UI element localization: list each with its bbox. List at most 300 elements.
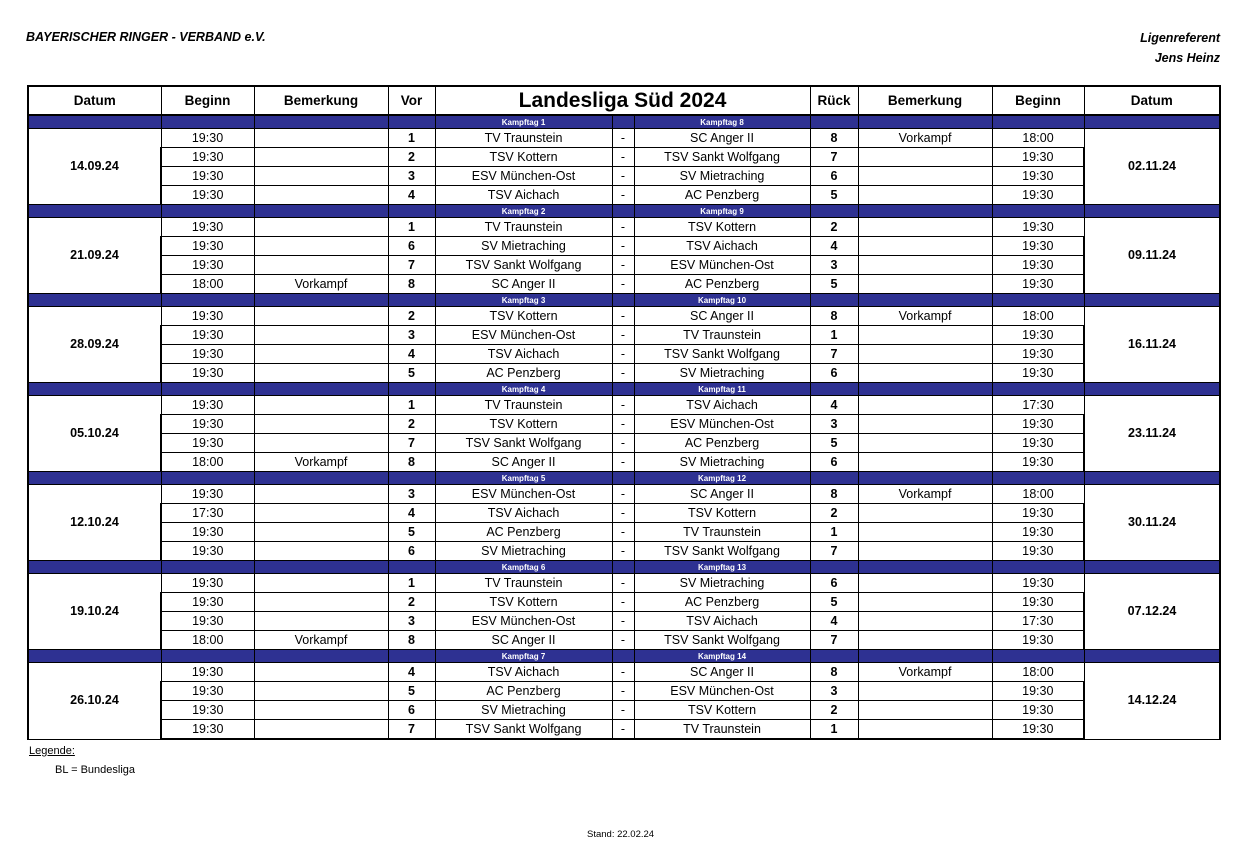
hin-begin-time: 19:30 <box>161 701 254 720</box>
kampftag-bar-cell <box>161 561 254 574</box>
kampftag-hin-label: Kampftag 1 <box>435 115 612 129</box>
hin-begin-time: 18:00 <box>161 275 254 294</box>
table-row <box>28 186 1220 205</box>
rueck-note <box>858 434 992 453</box>
hin-begin-time: 19:30 <box>161 237 254 256</box>
hin-note: Vorkampf <box>254 275 388 294</box>
referent-name: Jens Heinz <box>1154 51 1220 65</box>
rueck-begin-time: 19:30 <box>992 434 1084 453</box>
rueck-note: Vorkampf <box>858 129 992 148</box>
table-header-row <box>28 86 1220 115</box>
kampftag-bar-cell <box>992 205 1084 218</box>
hin-note <box>254 364 388 383</box>
table-row <box>28 218 1220 237</box>
hin-begin-time: 19:30 <box>161 682 254 701</box>
home-team: TSV Kottern <box>435 148 612 167</box>
kampftag-bar-cell <box>161 115 254 129</box>
hin-note <box>254 485 388 504</box>
home-team: AC Penzberg <box>435 523 612 542</box>
hin-begin-time: 19:30 <box>161 218 254 237</box>
kampftag-row <box>28 205 1220 218</box>
away-team: SV Mietraching <box>634 453 810 472</box>
home-team: TSV Kottern <box>435 415 612 434</box>
table-row <box>28 523 1220 542</box>
kampftag-bar-cell <box>1084 294 1220 307</box>
home-team: AC Penzberg <box>435 364 612 383</box>
versus-dash: - <box>612 720 634 740</box>
away-team: SV Mietraching <box>634 167 810 186</box>
rueck-note <box>858 542 992 561</box>
kampftag-bar-cell <box>858 472 992 485</box>
table-row <box>28 720 1220 740</box>
table-row <box>28 701 1220 720</box>
kampftag-bar-cell <box>1084 472 1220 485</box>
kampftag-rueck-label: Kampftag 13 <box>634 561 810 574</box>
rueck-begin-time: 18:00 <box>992 663 1084 682</box>
rueck-number: 6 <box>810 453 858 472</box>
home-team: SV Mietraching <box>435 237 612 256</box>
hin-date: 28.09.24 <box>28 307 161 383</box>
kampftag-bar-cell <box>612 561 634 574</box>
kampftag-hin-label: Kampftag 5 <box>435 472 612 485</box>
hin-note <box>254 663 388 682</box>
vor-number: 2 <box>388 415 435 434</box>
header-rueck: Rück <box>810 86 858 115</box>
vor-number: 8 <box>388 631 435 650</box>
table-row <box>28 345 1220 364</box>
vor-number: 2 <box>388 148 435 167</box>
rueck-number: 4 <box>810 237 858 256</box>
vor-number: 7 <box>388 720 435 740</box>
home-team: TSV Aichach <box>435 663 612 682</box>
kampftag-row <box>28 650 1220 663</box>
rueck-number: 2 <box>810 218 858 237</box>
header-beginn-rueck: Beginn <box>992 86 1084 115</box>
kampftag-rueck-label: Kampftag 12 <box>634 472 810 485</box>
rueck-begin-time: 19:30 <box>992 631 1084 650</box>
vor-number: 1 <box>388 574 435 593</box>
away-team: SV Mietraching <box>634 364 810 383</box>
table-row <box>28 415 1220 434</box>
rueck-note <box>858 504 992 523</box>
hin-begin-time: 19:30 <box>161 542 254 561</box>
hin-begin-time: 19:30 <box>161 415 254 434</box>
kampftag-hin-label: Kampftag 2 <box>435 205 612 218</box>
hin-note: Vorkampf <box>254 631 388 650</box>
header-datum-rueck: Datum <box>1084 86 1220 115</box>
home-team: SV Mietraching <box>435 701 612 720</box>
kampftag-bar-cell <box>28 205 161 218</box>
vor-number: 6 <box>388 237 435 256</box>
versus-dash: - <box>612 307 634 326</box>
hin-begin-time: 19:30 <box>161 593 254 612</box>
home-team: TSV Kottern <box>435 307 612 326</box>
versus-dash: - <box>612 453 634 472</box>
away-team: TSV Aichach <box>634 237 810 256</box>
versus-dash: - <box>612 682 634 701</box>
home-team: TSV Aichach <box>435 504 612 523</box>
kampftag-hin-label: Kampftag 6 <box>435 561 612 574</box>
kampftag-bar-cell <box>992 561 1084 574</box>
rueck-number: 6 <box>810 574 858 593</box>
hin-date: 05.10.24 <box>28 396 161 472</box>
hin-note <box>254 148 388 167</box>
versus-dash: - <box>612 485 634 504</box>
vor-number: 7 <box>388 434 435 453</box>
rueck-number: 6 <box>810 167 858 186</box>
versus-dash: - <box>612 275 634 294</box>
hin-begin-time: 19:30 <box>161 148 254 167</box>
hin-note <box>254 682 388 701</box>
kampftag-bar-cell <box>161 205 254 218</box>
hin-note <box>254 434 388 453</box>
kampftag-bar-cell <box>810 294 858 307</box>
away-team: AC Penzberg <box>634 275 810 294</box>
header-beginn-hin: Beginn <box>161 86 254 115</box>
versus-dash: - <box>612 345 634 364</box>
vor-number: 3 <box>388 326 435 345</box>
hin-note <box>254 326 388 345</box>
hin-note <box>254 307 388 326</box>
kampftag-hin-label: Kampftag 3 <box>435 294 612 307</box>
kampftag-bar-cell <box>161 294 254 307</box>
kampftag-bar-cell <box>992 115 1084 129</box>
away-team: TSV Sankt Wolfgang <box>634 148 810 167</box>
schedule-body <box>28 115 1220 739</box>
versus-dash: - <box>612 593 634 612</box>
rueck-note <box>858 218 992 237</box>
hin-date: 21.09.24 <box>28 218 161 294</box>
table-row <box>28 326 1220 345</box>
away-team: ESV München-Ost <box>634 415 810 434</box>
schedule-table <box>27 85 1221 740</box>
stand-date: Stand: 22.02.24 <box>587 829 655 840</box>
table-row <box>28 364 1220 383</box>
legend-item: BL = Bundesliga <box>55 764 136 776</box>
kampftag-bar-cell <box>810 561 858 574</box>
away-team: TSV Kottern <box>634 504 810 523</box>
rueck-date: 07.12.24 <box>1084 574 1220 650</box>
rueck-begin-time: 18:00 <box>992 129 1084 148</box>
home-team: TSV Sankt Wolfgang <box>435 434 612 453</box>
rueck-begin-time: 19:30 <box>992 542 1084 561</box>
rueck-note <box>858 415 992 434</box>
versus-dash: - <box>612 396 634 415</box>
kampftag-bar-cell <box>992 472 1084 485</box>
hin-date: 26.10.24 <box>28 663 161 740</box>
away-team: TSV Sankt Wolfgang <box>634 631 810 650</box>
vor-number: 5 <box>388 682 435 701</box>
table-row <box>28 682 1220 701</box>
hin-note <box>254 504 388 523</box>
rueck-begin-time: 19:30 <box>992 186 1084 205</box>
rueck-number: 8 <box>810 307 858 326</box>
hin-begin-time: 19:30 <box>161 434 254 453</box>
rueck-number: 2 <box>810 701 858 720</box>
home-team: SC Anger II <box>435 631 612 650</box>
table-row <box>28 237 1220 256</box>
kampftag-bar-cell <box>612 650 634 663</box>
kampftag-bar-cell <box>1084 561 1220 574</box>
kampftag-bar-cell <box>810 650 858 663</box>
kampftag-bar-cell <box>254 383 388 396</box>
home-team: TSV Sankt Wolfgang <box>435 720 612 740</box>
kampftag-bar-cell <box>388 472 435 485</box>
home-team: SV Mietraching <box>435 542 612 561</box>
table-row <box>28 256 1220 275</box>
rueck-number: 5 <box>810 275 858 294</box>
versus-dash: - <box>612 186 634 205</box>
hin-date: 19.10.24 <box>28 574 161 650</box>
versus-dash: - <box>612 663 634 682</box>
rueck-number: 7 <box>810 631 858 650</box>
kampftag-row <box>28 472 1220 485</box>
vor-number: 8 <box>388 275 435 294</box>
kampftag-bar-cell <box>1084 383 1220 396</box>
rueck-date: 09.11.24 <box>1084 218 1220 294</box>
hin-note <box>254 612 388 631</box>
versus-dash: - <box>612 542 634 561</box>
kampftag-bar-cell <box>254 115 388 129</box>
hin-note <box>254 701 388 720</box>
rueck-note <box>858 275 992 294</box>
kampftag-bar-cell <box>388 294 435 307</box>
versus-dash: - <box>612 415 634 434</box>
hin-begin-time: 19:30 <box>161 663 254 682</box>
rueck-begin-time: 19:30 <box>992 504 1084 523</box>
header-bemerkung-hin: Bemerkung <box>254 86 388 115</box>
table-row <box>28 631 1220 650</box>
vor-number: 6 <box>388 701 435 720</box>
home-team: TV Traunstein <box>435 218 612 237</box>
rueck-number: 6 <box>810 364 858 383</box>
table-row <box>28 167 1220 186</box>
rueck-note <box>858 523 992 542</box>
kampftag-bar-cell <box>254 472 388 485</box>
rueck-begin-time: 19:30 <box>992 453 1084 472</box>
rueck-note <box>858 364 992 383</box>
table-row <box>28 542 1220 561</box>
hin-begin-time: 19:30 <box>161 256 254 275</box>
organization-name: BAYERISCHER RINGER - VERBAND e.V. <box>26 30 266 44</box>
rueck-note: Vorkampf <box>858 663 992 682</box>
rueck-number: 1 <box>810 326 858 345</box>
away-team: TSV Aichach <box>634 612 810 631</box>
vor-number: 1 <box>388 396 435 415</box>
home-team: TSV Aichach <box>435 186 612 205</box>
referent-block <box>1140 28 1220 68</box>
table-title: Landesliga Süd 2024 <box>435 86 810 115</box>
hin-begin-time: 19:30 <box>161 485 254 504</box>
vor-number: 5 <box>388 523 435 542</box>
rueck-number: 3 <box>810 256 858 275</box>
rueck-number: 7 <box>810 345 858 364</box>
kampftag-row <box>28 561 1220 574</box>
kampftag-bar-cell <box>388 650 435 663</box>
vor-number: 1 <box>388 129 435 148</box>
rueck-begin-time: 19:30 <box>992 364 1084 383</box>
kampftag-bar-cell <box>992 650 1084 663</box>
away-team: ESV München-Ost <box>634 256 810 275</box>
hin-begin-time: 19:30 <box>161 720 254 740</box>
hin-note <box>254 167 388 186</box>
rueck-begin-time: 19:30 <box>992 167 1084 186</box>
kampftag-bar-cell <box>28 115 161 129</box>
vor-number: 1 <box>388 218 435 237</box>
rueck-number: 7 <box>810 542 858 561</box>
rueck-number: 8 <box>810 129 858 148</box>
hin-note <box>254 345 388 364</box>
versus-dash: - <box>612 167 634 186</box>
kampftag-bar-cell <box>858 561 992 574</box>
hin-begin-time: 19:30 <box>161 396 254 415</box>
hin-begin-time: 19:30 <box>161 167 254 186</box>
kampftag-bar-cell <box>612 115 634 129</box>
kampftag-bar-cell <box>612 294 634 307</box>
kampftag-bar-cell <box>28 294 161 307</box>
hin-date: 14.09.24 <box>28 129 161 205</box>
kampftag-bar-cell <box>161 383 254 396</box>
kampftag-bar-cell <box>612 472 634 485</box>
table-row <box>28 453 1220 472</box>
vor-number: 4 <box>388 345 435 364</box>
rueck-begin-time: 19:30 <box>992 720 1084 740</box>
away-team: SC Anger II <box>634 129 810 148</box>
hin-note <box>254 415 388 434</box>
rueck-begin-time: 17:30 <box>992 396 1084 415</box>
kampftag-row <box>28 115 1220 129</box>
versus-dash: - <box>612 504 634 523</box>
rueck-number: 2 <box>810 504 858 523</box>
away-team: TSV Kottern <box>634 701 810 720</box>
away-team: TSV Sankt Wolfgang <box>634 542 810 561</box>
kampftag-bar-cell <box>254 205 388 218</box>
versus-dash: - <box>612 129 634 148</box>
rueck-begin-time: 17:30 <box>992 612 1084 631</box>
home-team: TV Traunstein <box>435 129 612 148</box>
hin-note <box>254 218 388 237</box>
vor-number: 8 <box>388 453 435 472</box>
rueck-date: 23.11.24 <box>1084 396 1220 472</box>
kampftag-bar-cell <box>388 205 435 218</box>
table-row <box>28 129 1220 148</box>
hin-begin-time: 19:30 <box>161 364 254 383</box>
rueck-begin-time: 19:30 <box>992 275 1084 294</box>
table-row <box>28 485 1220 504</box>
kampftag-bar-cell <box>858 294 992 307</box>
away-team: TSV Kottern <box>634 218 810 237</box>
away-team: AC Penzberg <box>634 434 810 453</box>
rueck-note <box>858 186 992 205</box>
kampftag-bar-cell <box>254 561 388 574</box>
versus-dash: - <box>612 364 634 383</box>
rueck-begin-time: 19:30 <box>992 574 1084 593</box>
kampftag-bar-cell <box>161 650 254 663</box>
kampftag-bar-cell <box>28 383 161 396</box>
kampftag-bar-cell <box>612 205 634 218</box>
table-row <box>28 148 1220 167</box>
hin-begin-time: 18:00 <box>161 453 254 472</box>
hin-begin-time: 19:30 <box>161 345 254 364</box>
away-team: SC Anger II <box>634 307 810 326</box>
away-team: SV Mietraching <box>634 574 810 593</box>
hin-begin-time: 19:30 <box>161 186 254 205</box>
kampftag-rueck-label: Kampftag 14 <box>634 650 810 663</box>
home-team: ESV München-Ost <box>435 612 612 631</box>
rueck-begin-time: 19:30 <box>992 701 1084 720</box>
away-team: TV Traunstein <box>634 326 810 345</box>
rueck-begin-time: 19:30 <box>992 256 1084 275</box>
home-team: AC Penzberg <box>435 682 612 701</box>
hin-begin-time: 19:30 <box>161 523 254 542</box>
hin-note <box>254 720 388 740</box>
rueck-note: Vorkampf <box>858 485 992 504</box>
rueck-date: 16.11.24 <box>1084 307 1220 383</box>
away-team: TSV Sankt Wolfgang <box>634 345 810 364</box>
home-team: TSV Kottern <box>435 593 612 612</box>
kampftag-bar-cell <box>858 383 992 396</box>
legend-title: Legende: <box>29 745 75 757</box>
rueck-note <box>858 396 992 415</box>
kampftag-rueck-label: Kampftag 10 <box>634 294 810 307</box>
kampftag-bar-cell <box>858 205 992 218</box>
rueck-begin-time: 19:30 <box>992 345 1084 364</box>
vor-number: 5 <box>388 364 435 383</box>
home-team: ESV München-Ost <box>435 167 612 186</box>
hin-begin-time: 19:30 <box>161 574 254 593</box>
rueck-begin-time: 19:30 <box>992 415 1084 434</box>
hin-note <box>254 396 388 415</box>
rueck-number: 5 <box>810 593 858 612</box>
away-team: AC Penzberg <box>634 593 810 612</box>
rueck-begin-time: 19:30 <box>992 148 1084 167</box>
rueck-note <box>858 326 992 345</box>
kampftag-bar-cell <box>858 115 992 129</box>
table-row <box>28 307 1220 326</box>
hin-note <box>254 542 388 561</box>
vor-number: 4 <box>388 186 435 205</box>
home-team: SC Anger II <box>435 275 612 294</box>
hin-note: Vorkampf <box>254 453 388 472</box>
rueck-number: 8 <box>810 485 858 504</box>
kampftag-bar-cell <box>810 383 858 396</box>
rueck-number: 1 <box>810 523 858 542</box>
kampftag-bar-cell <box>254 294 388 307</box>
versus-dash: - <box>612 631 634 650</box>
vor-number: 2 <box>388 307 435 326</box>
home-team: TSV Sankt Wolfgang <box>435 256 612 275</box>
rueck-number: 5 <box>810 186 858 205</box>
rueck-note <box>858 237 992 256</box>
kampftag-bar-cell <box>388 115 435 129</box>
kampftag-bar-cell <box>810 205 858 218</box>
away-team: SC Anger II <box>634 663 810 682</box>
versus-dash: - <box>612 701 634 720</box>
home-team: TV Traunstein <box>435 574 612 593</box>
versus-dash: - <box>612 256 634 275</box>
home-team: SC Anger II <box>435 453 612 472</box>
versus-dash: - <box>612 148 634 167</box>
vor-number: 3 <box>388 612 435 631</box>
kampftag-rueck-label: Kampftag 9 <box>634 205 810 218</box>
versus-dash: - <box>612 237 634 256</box>
rueck-note <box>858 593 992 612</box>
away-team: ESV München-Ost <box>634 682 810 701</box>
kampftag-bar-cell <box>1084 205 1220 218</box>
home-team: ESV München-Ost <box>435 485 612 504</box>
rueck-number: 7 <box>810 148 858 167</box>
kampftag-rueck-label: Kampftag 11 <box>634 383 810 396</box>
